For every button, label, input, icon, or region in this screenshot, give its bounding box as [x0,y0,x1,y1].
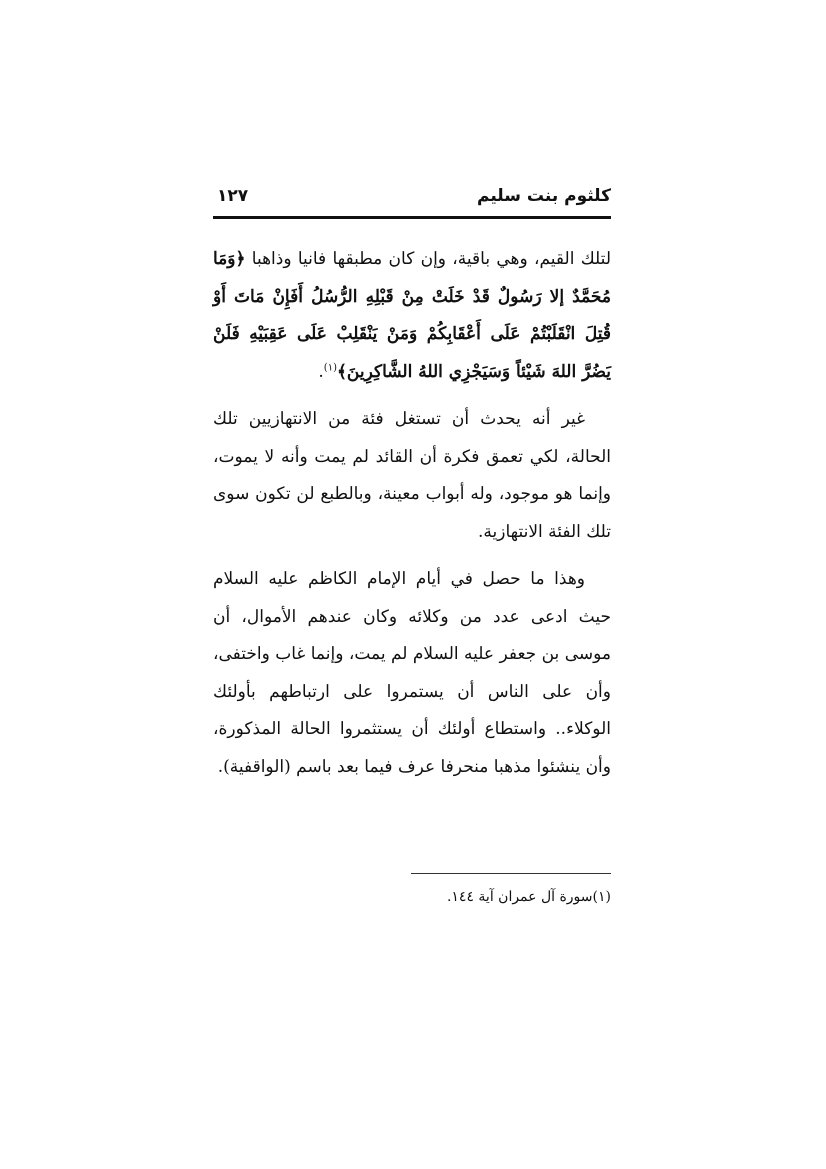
paragraph-1-text: لتلك القيم، وهي باقية، وإن كان مطبقها فانيا وذاهبا [245,249,611,269]
body-text [213,241,611,786]
footnote-reference: (١) [323,361,337,373]
paragraph-1-end: . [318,361,324,382]
paragraph-3: وهذا ما حصل في أيام الإمام الكاظم عليه السلام حيث ادعى عدد من وكلائه وكان عندهم الأموال، أن موسى بن جعفر عليه السلام لم يمت، وإنما غاب واختفى، وأن على الناس أن يستمروا على ارتباطهم بأولئك الوكلاء.. واستطاع أولئك أن يستثمروا الحالة المذكورة، وأن ينشئوا مذهبا منحرفا عرف فيما بعد باسم (الواقفية). [213,569,611,777]
page-number: ١٢٧ [217,186,249,206]
book-page [213,180,611,796]
running-title: كلثوم بنت سليم [477,186,611,206]
footnote-area [213,873,611,908]
header-rule [213,216,611,219]
paragraph-1 [213,241,611,391]
paragraph-2: غير أنه يحدث أن تستغل فئة من الانتهازيين تلك الحالة، لكي تعمق فكرة أن القائد لم يمت وأنه لا يموت، وإنما هو موجود، وله أبواب معينة، وبالطبع لن تكون سوى تلك الفئة الانتهازية. [213,409,611,542]
footnote-1: (١)سورة آل عمران آية ١٤٤. [446,889,611,905]
footnote-rule [411,873,611,874]
quran-verse: ﴿وَمَا مُحَمَّدٌ إلا رَسُولٌ قَدْ خَلَتْ مِنْ قَبْلِهِ الرُّسُلُ أَفَإِنْ مَاتَ أَوْ قُتِلَ انْقَلَبْتُمْ عَلَى أَعْقَابِكُمْ وَمَنْ يَنْقَلِبْ عَلَى عَقِبَيْهِ فَلَنْ يَضُرَّ اللهَ شَيْئاً وَسَيَجْزِي اللهُ الشَّاكِرِينَ﴾ [213,249,611,382]
page-header [213,180,611,216]
